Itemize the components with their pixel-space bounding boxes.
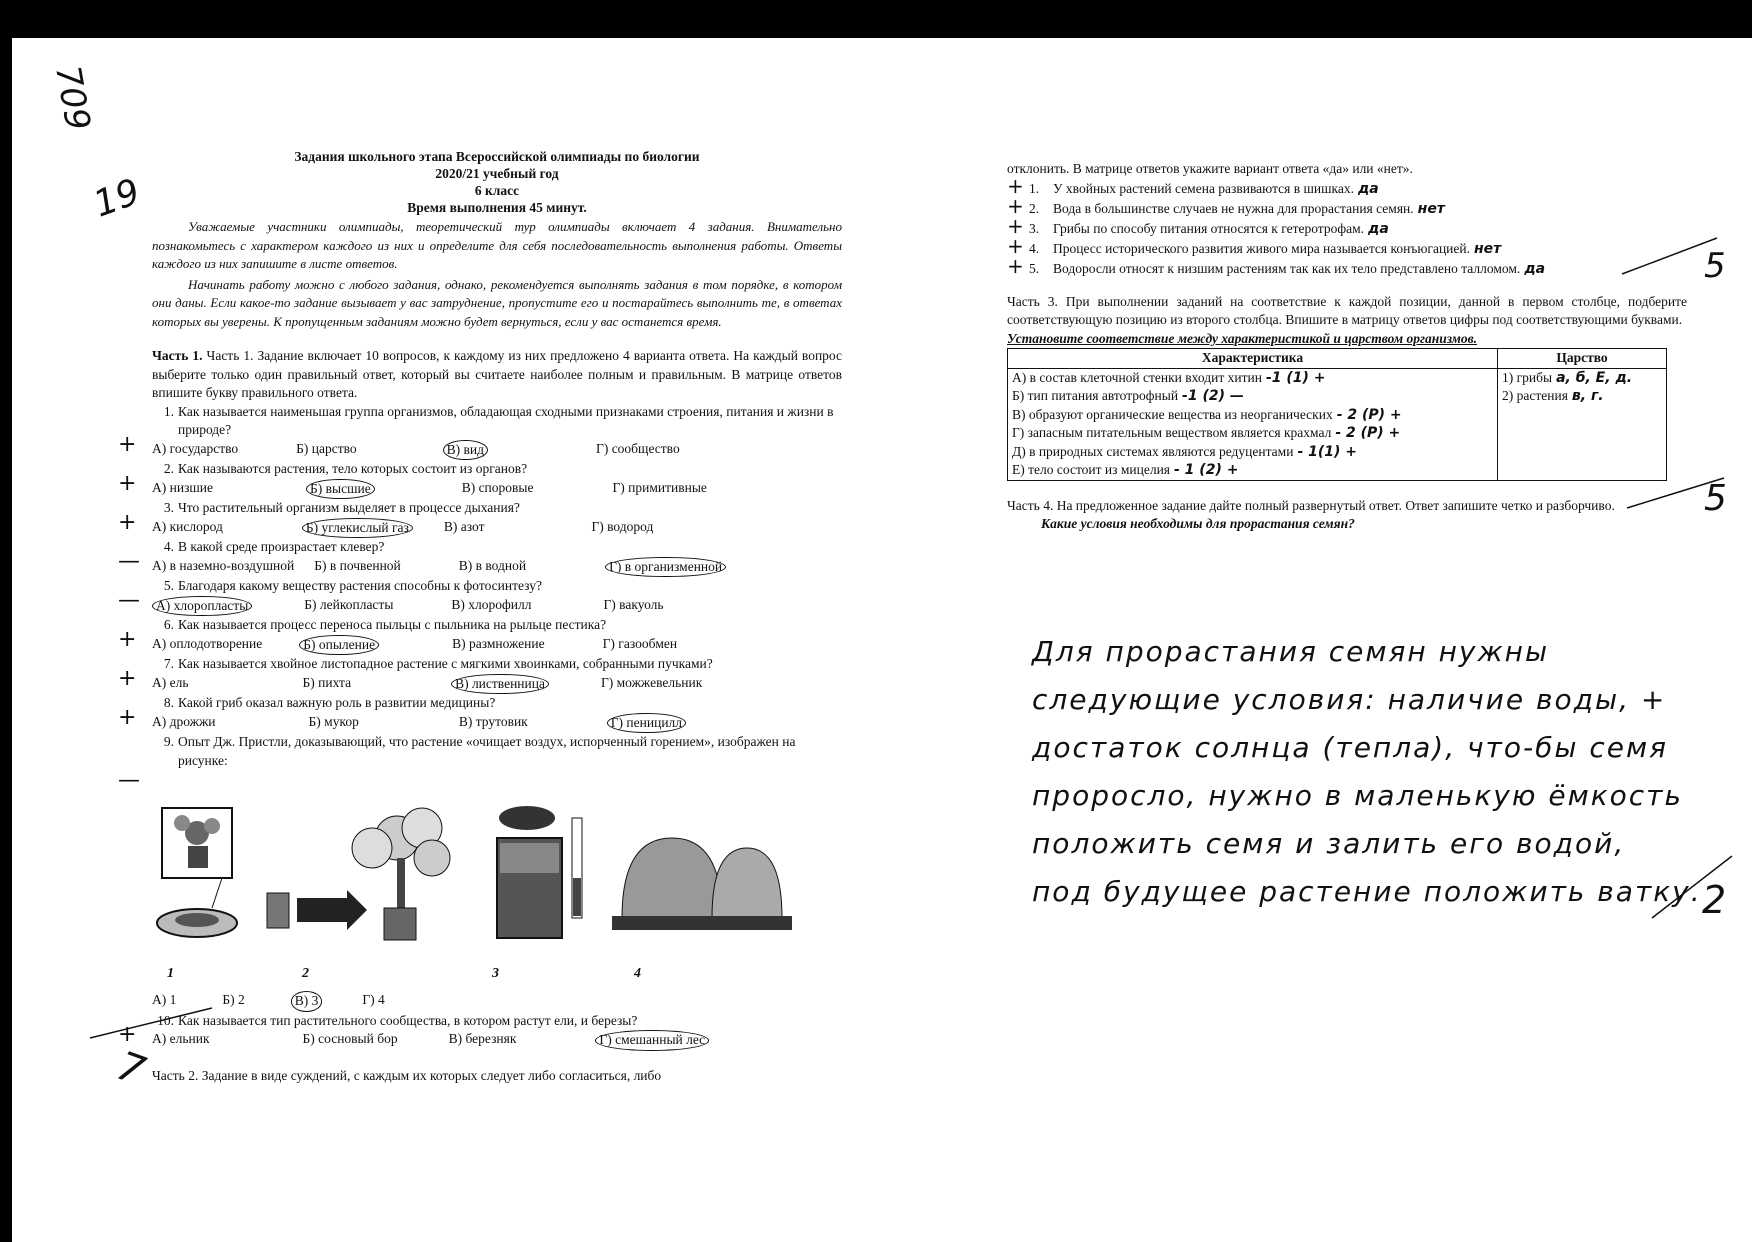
question-text [152, 616, 842, 635]
part3-task: Установите соответствие между характеристикой и царством организмов. [1007, 330, 1478, 346]
statement-answer: да [1368, 220, 1389, 237]
answer-option: А) ель [152, 674, 189, 690]
answer-option: Г) 4 [362, 992, 385, 1007]
answer-option: В) размножение [452, 635, 545, 651]
question-body: Как называется хвойное листопадное растение с мягкими хвоинками, собранными пучками? [178, 656, 713, 671]
question-text [152, 403, 842, 440]
question-text [152, 655, 842, 674]
answer-options [118, 470, 842, 500]
statement-number: 5. [1029, 260, 1040, 276]
answer-option: Б) пихта [302, 674, 352, 690]
handwritten-part2-score: 5 [1704, 246, 1726, 286]
fig-label-4: 4 [634, 966, 641, 981]
answer-option: А) в наземно-воздушной [152, 557, 295, 573]
part1-heading: Часть 1. Часть 1. Задание включает 10 вопросов, к каждому из них предложено 4 варианта ответа. На каждый вопрос выберите только один правильный ответ, который вы считаете наиболее полным и правильным. В матрице ответов впишите букву правильного ответа. [152, 348, 843, 400]
statement-item [1007, 173, 1687, 199]
question-text [152, 1012, 842, 1031]
answer-option: В) хлорофилл [451, 596, 532, 612]
answer-option: В) лиственница [451, 674, 549, 695]
row-answer: - 2 (P) + [1335, 425, 1401, 441]
question-number: 9. [163, 734, 174, 749]
answer-options [118, 509, 842, 539]
question-item [118, 538, 842, 577]
answer-option: А) низшие [152, 479, 214, 495]
row-characteristic: В) образуют органические вещества из неорганических [1012, 406, 1333, 422]
check-mark: — [118, 548, 140, 574]
statement-answer: нет [1473, 240, 1502, 257]
answer-options [118, 548, 842, 578]
check-mark: + [1007, 173, 1024, 198]
scanned-sheet [12, 38, 1752, 1242]
questions-list [118, 403, 842, 793]
answer-options [118, 1022, 842, 1051]
check-mark: + [118, 1022, 137, 1047]
fig-label-2: 2 [302, 966, 309, 981]
check-mark: + [1007, 233, 1024, 258]
question-body: Благодаря какому веществу растения способны к фотосинтезу? [178, 578, 542, 593]
handwritten-total-score: 19 [88, 171, 146, 226]
row-answer: -1 (1) + [1265, 369, 1326, 386]
question-number: 3. [163, 500, 174, 515]
intro-paragraph-2: Начинать работу можно с любого задания, однако, рекомендуется выполнять задания в том порядке, в котором они даны. Если какое-то задание вызывает у вас затруднение, пропустите его и постарайтесь выполнить те, в ответах которых вы уверены. К пропущенным заданиям можно будет вернуться, если у вас останется время. [152, 276, 842, 329]
row-characteristic: Д) в природных системах являются редуцентами [1012, 443, 1294, 459]
table-row [1012, 461, 1493, 480]
statement-number: 4. [1029, 240, 1040, 256]
check-mark: + [118, 704, 137, 730]
answer-options [118, 665, 842, 695]
part3-heading: Часть 3. При выполнении заданий на соответствие к каждой позиции, данной в первом столбце, подберите соответствующую позицию из второго столбца. Впишите в матрицу ответов цифры под соответствующими буквами. [1007, 293, 1687, 327]
table-row [1012, 406, 1493, 425]
check-mark: + [1007, 213, 1024, 238]
question-body: Опыт Дж. Пристли, доказывающий, что растение «очищает воздух, испорченный горением», изображен на рисунке: [178, 734, 796, 768]
part4-question: Какие условия необходимы для прорастания семян? [1041, 516, 1355, 531]
row-characteristic: Г) запасным питательным веществом является крахмал [1012, 425, 1332, 440]
question-text [152, 460, 842, 479]
question-item [118, 1012, 842, 1051]
answer-option: Б) в почвенной [314, 557, 401, 573]
check-mark: — [118, 587, 140, 613]
question-item [118, 694, 842, 733]
handwriting-line: Для прорастания семян нужны [1032, 635, 1550, 668]
question-text [152, 733, 842, 770]
statement-answer: да [1357, 180, 1379, 197]
check-mark: + [118, 470, 137, 496]
answer-option: Г) вакуоль [603, 596, 664, 612]
question-body: Какой гриб оказал важную роль в развитии медицины? [178, 695, 496, 710]
question-body: Как называется тип растительного сообщества, в котором растут ели, и березы? [178, 1012, 638, 1028]
kingdom-answer: а, б, Е, д. [1556, 369, 1633, 386]
statement-number: 2. [1029, 200, 1040, 216]
answer-option: Б) 2 [222, 992, 245, 1007]
doc-title: Задания школьного этапа Всероссийской олимпиады по биологии 2020/21 учебный год 6 класс Время выполнения 45 минут. [294, 149, 700, 215]
row-answer: - 2 (P) + [1336, 406, 1402, 423]
answer-option: Б) опыление [299, 635, 379, 656]
question-number: 8. [163, 695, 174, 710]
answer-option: В) березняк [448, 1031, 517, 1046]
table-row [1012, 424, 1493, 443]
statement-item [1007, 193, 1687, 219]
answer-option: В) трутовик [458, 713, 528, 729]
table-row [1012, 443, 1493, 462]
question-item [118, 403, 842, 461]
check-mark: + [118, 626, 137, 652]
answer-option: Б) царство [296, 440, 357, 456]
answer-option: А) 1 [152, 992, 177, 1007]
answer-option: А) государство [152, 440, 239, 456]
left-page [118, 148, 843, 1085]
answer-options [118, 431, 842, 461]
statement-answer: да [1524, 260, 1546, 277]
question-item [118, 499, 842, 538]
check-mark: + [118, 431, 137, 457]
row-characteristic: А) в состав клеточной стенки входит хитин [1012, 369, 1262, 385]
table-header-kingdom: Царство [1498, 349, 1667, 369]
question-number: 5. [163, 578, 174, 593]
kingdom-name: 1) грибы [1502, 369, 1553, 385]
question-number: 1. [163, 403, 174, 419]
kingdom-name: 2) растения [1502, 388, 1568, 403]
statement-item [1007, 253, 1687, 279]
question-text [152, 538, 842, 557]
table-row [1012, 369, 1493, 388]
right-page [1007, 160, 1687, 534]
question-number: 4. [163, 539, 174, 554]
question-body: Как называются растения, тело которых состоит из органов? [178, 461, 528, 476]
question-body: Как называется процесс переноса пыльцы с пыльника на рыльце пестика? [178, 617, 607, 632]
fig-label-1: 1 [167, 966, 174, 981]
answer-option: Г) примитивные [612, 479, 707, 495]
check-mark: — [118, 768, 140, 793]
handwritten-page-number: 709 [47, 62, 98, 134]
handwriting-line: следующие условия: наличие воды, + [1032, 683, 1667, 716]
question-body: Что растительный организм выделяет в процессе дыхания? [178, 500, 520, 515]
answer-options [118, 626, 842, 656]
answer-option: Б) углекислый газ [302, 518, 413, 539]
row-answer: - 1(1) + [1297, 443, 1358, 460]
question-text [152, 577, 842, 596]
answer-option: Г) смешанный лес [595, 1030, 709, 1051]
answer-option: А) ельник [152, 1031, 210, 1046]
check-mark: + [1007, 193, 1024, 218]
statement-text: У хвойных растений семена развиваются в шишках. [1053, 180, 1354, 196]
question-text [152, 694, 842, 713]
answer-option: В) в водной [458, 557, 527, 573]
answer-option: В) споровые [461, 479, 534, 495]
row-answer: -1 (2) — [1182, 388, 1244, 404]
answer-option: В) 3 [291, 991, 323, 1012]
check-mark: + [1007, 253, 1024, 278]
question-item [118, 616, 842, 655]
question-number: 10. [157, 1012, 174, 1028]
handwritten-part3-score: 5 [1704, 478, 1727, 519]
table-row [1012, 387, 1493, 406]
question-item [118, 460, 842, 499]
statement-text: Грибы по способу питания относятся к гетеротрофам. [1053, 220, 1365, 236]
priestley-figures [152, 798, 842, 968]
answer-option: А) оплодотворение [152, 635, 263, 651]
figures-row [152, 798, 842, 983]
handwritten-part4-score: 2 [1702, 878, 1727, 922]
question-item [118, 577, 842, 616]
statement-answer: нет [1417, 200, 1445, 217]
answer-option: Б) высшие [306, 479, 375, 500]
kingdom-answer: в, г. [1571, 388, 1604, 404]
statement-item [1007, 233, 1687, 259]
kingdom-item [1502, 369, 1662, 388]
answer-options [118, 587, 842, 617]
part4-heading: Часть 4. На предложенное задание дайте полный развернутый ответ. Ответ запишите четко и разборчиво. [1007, 497, 1615, 513]
question-number: 2. [163, 461, 174, 476]
question-body: Как называется наименьшая группа организмов, обладающая сходными признаками строения, питания и жизни в природе? [178, 403, 834, 437]
answer-option: Г) пеницилл [607, 713, 686, 734]
handwritten-answer [1032, 628, 1732, 916]
handwriting-line: проросло, нужно в маленькую ёмкость [1032, 779, 1683, 812]
matching-table [1007, 348, 1667, 481]
row-characteristic: Б) тип питания автотрофный [1012, 388, 1179, 403]
statement-text: Процесс исторического развития живого мира называется конъюгацией. [1053, 240, 1470, 256]
handwriting-line: положить семя и залить его водой, [1032, 827, 1626, 860]
answer-option: В) вид [443, 440, 488, 461]
row-answer: - 1 (2) + [1174, 462, 1239, 478]
answer-option: Б) сосновый бор [302, 1031, 398, 1046]
statement-item [1007, 213, 1687, 239]
answer-option: А) дрожжи [152, 713, 216, 729]
answer-option: Г) водород [591, 518, 654, 534]
answer-options [118, 704, 842, 734]
answer-option: Г) в организменной [605, 557, 726, 578]
question-body: В какой среде произрастает клевер? [178, 539, 385, 554]
handwritten-part1-score: 7 [110, 1043, 151, 1095]
answer-option: Г) газообмен [602, 635, 678, 651]
check-mark: + [118, 509, 137, 535]
statements-list [1007, 173, 1687, 279]
part2-heading: Часть 2. Задание в виде суждений, с каждым их которых следует либо согласиться, либо [152, 1067, 662, 1083]
fig-label-3: 3 [492, 966, 499, 981]
question-number: 7. [163, 656, 174, 671]
statement-text: Вода в большинстве случаев не нужна для прорастания семян. [1053, 200, 1414, 216]
answer-option: Б) мукор [308, 713, 359, 729]
handwriting-line: достаток солнца (тепла), что-бы семя [1032, 731, 1668, 764]
question-text [152, 499, 842, 518]
answer-option: Б) лейкопласты [304, 596, 394, 612]
answer-option: Г) можжевельник [600, 674, 703, 690]
intro-paragraph-1: Уважаемые участники олимпиады, теоретический тур олимпиады включает 4 задания. Внимательно познакомьтесь с характером каждого из них и определите для себя последовательность выполнения работы. Ответы каждого из них запишите в листе ответов. [152, 219, 842, 271]
part2-continuation: отклонить. В матрице ответов укажите вариант ответа «да» или «нет». [1007, 161, 1413, 176]
kingdoms-cell [1498, 368, 1667, 480]
questions-list-continued [118, 991, 842, 1051]
question-item [118, 655, 842, 694]
table-header-characteristic: Характеристика [1008, 349, 1498, 369]
check-mark: + [118, 665, 137, 691]
answer-option: В) азот [443, 518, 485, 534]
question-number: 6. [163, 617, 174, 632]
answer-option: А) кислород [152, 518, 223, 534]
characteristics-cell [1008, 368, 1498, 480]
statement-number: 1. [1029, 180, 1040, 196]
row-characteristic: Е) тело состоит из мицелия [1012, 462, 1170, 477]
statement-number: 3. [1029, 220, 1040, 236]
answer-option: Г) сообщество [596, 440, 680, 456]
handwriting-line: под будущее растение положить ватку. [1032, 875, 1702, 908]
answer-options [152, 991, 842, 1012]
statement-text: Водоросли относят к низшим растениям так как их тело представлено талломом. [1053, 260, 1521, 276]
answer-option: А) хлоропласты [152, 596, 252, 617]
kingdom-item [1502, 387, 1662, 406]
